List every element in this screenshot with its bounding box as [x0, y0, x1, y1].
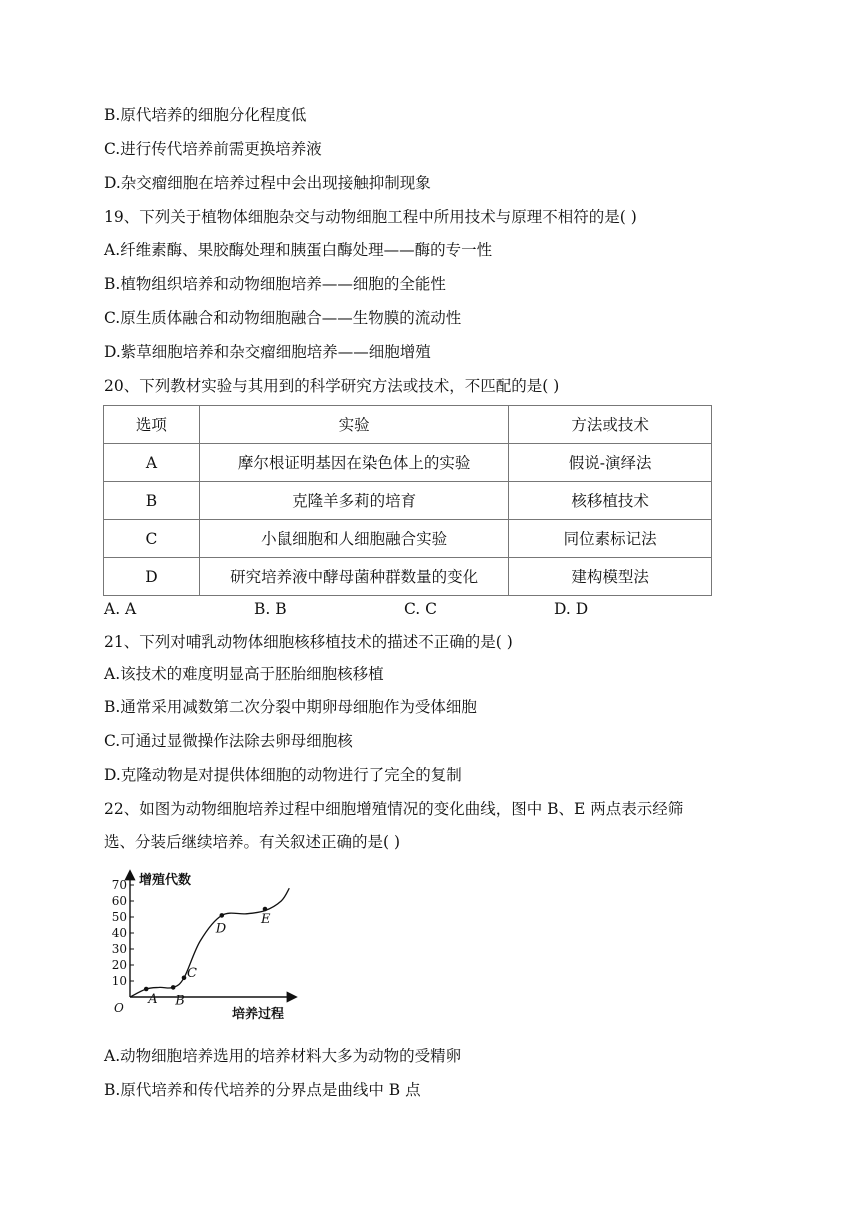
- table-cell-method: 同位素标记法: [509, 520, 712, 558]
- proliferation-curve: [130, 888, 289, 997]
- q20-answers: [104, 599, 704, 619]
- q18-option-b: B.原代培养的细胞分化程度低: [104, 106, 307, 124]
- q22-option-a: A.动物细胞培养选用的培养材料大多为动物的受精卵: [104, 1047, 462, 1065]
- table-cell-experiment: 研究培养液中酵母菌种群数量的变化: [199, 558, 508, 596]
- origin-label: O: [114, 1001, 124, 1015]
- q19-option-d: D.紫草细胞培养和杂交瘤细胞培养——细胞增殖: [104, 343, 431, 361]
- point-label-e: E: [261, 912, 271, 927]
- x-axis-label: 培养过程: [232, 1007, 285, 1022]
- q19-option-c: C.原生质体融合和动物细胞融合——生物膜的流动性: [104, 309, 462, 327]
- q21-option-a: A.该技术的难度明显高于胚胎细胞核移植: [104, 665, 384, 683]
- q20-answer-d: D. D: [554, 600, 589, 618]
- y-tick-label: 70: [111, 878, 127, 892]
- q22-stem-line1: 22、如图为动物细胞培养过程中细胞增殖情况的变化曲线，图中 B、E 两点表示经筛: [104, 800, 684, 818]
- table-cell-option: A: [104, 444, 200, 482]
- q21-option-c: C.可通过显微操作法除去卵母细胞核: [104, 732, 353, 750]
- y-tick-label: 60: [111, 894, 127, 908]
- point-e: [263, 907, 268, 912]
- table-cell-option: B: [104, 482, 200, 520]
- q21-option-d: D.克隆动物是对提供体细胞的动物进行了完全的复制: [104, 766, 462, 784]
- table-cell-experiment: 小鼠细胞和人细胞融合实验: [199, 520, 508, 558]
- point-c: [182, 976, 187, 981]
- point-a: [144, 987, 149, 992]
- q19-stem: 19、下列关于植物体细胞杂交与动物细胞工程中所用技术与原理不相符的是( ): [104, 208, 637, 226]
- y-tick-label: 30: [111, 942, 127, 956]
- point-label-b: B: [175, 993, 185, 1009]
- q19-option-a: A.纤维素酶、果胶酶处理和胰蛋白酶处理——酶的专一性: [104, 241, 493, 259]
- y-tick-label: 20: [111, 958, 127, 972]
- y-tick-label: 10: [111, 974, 127, 988]
- table-row: [104, 520, 712, 558]
- table-header-method: 方法或技术: [509, 406, 712, 444]
- cell-proliferation-chart: [100, 866, 310, 1026]
- q18-option-d: D.杂交瘤细胞在培养过程中会出现接触抑制现象: [104, 174, 431, 192]
- q18-option-c: C.进行传代培养前需更换培养液: [104, 140, 322, 158]
- table-cell-method: 假说-演绎法: [509, 444, 712, 482]
- point-label-d: D: [215, 921, 227, 937]
- q22-stem-line2: 选、分装后继续培养。有关叙述正确的是( ): [104, 833, 401, 851]
- q20-answer-c: C. C: [404, 600, 438, 618]
- table-row: [104, 444, 712, 482]
- q21-stem: 21、下列对哺乳动物体细胞核移植技术的描述不正确的是( ): [104, 633, 513, 651]
- q21-option-b: B.通常采用减数第二次分裂中期卵母细胞作为受体细胞: [104, 698, 477, 716]
- table-cell-method: 建构模型法: [509, 558, 712, 596]
- table-header-option: 选项: [104, 406, 200, 444]
- point-b: [171, 985, 176, 990]
- table-cell-experiment: 摩尔根证明基因在染色体上的实验: [199, 444, 508, 482]
- table-header-experiment: 实验: [199, 406, 508, 444]
- table-cell-option: D: [104, 558, 200, 596]
- y-tick-label: 40: [111, 926, 127, 940]
- q19-option-b: B.植物组织培养和动物细胞培养——细胞的全能性: [104, 275, 446, 293]
- table-cell-option: C: [104, 520, 200, 558]
- y-axis-label: 增殖代数: [139, 873, 192, 888]
- table-cell-experiment: 克隆羊多莉的培育: [199, 482, 508, 520]
- q20-answer-a: A. A: [104, 600, 137, 618]
- table-cell-method: 核移植技术: [509, 482, 712, 520]
- q20-table: [103, 405, 712, 596]
- point-label-a: A: [148, 992, 158, 1007]
- q20-stem: 20、下列教材实验与其用到的科学研究方法或技术，不匹配的是( ): [104, 377, 560, 395]
- point-label-c: C: [187, 965, 197, 981]
- table-row: [104, 482, 712, 520]
- table-header-row: [104, 406, 712, 444]
- y-tick-label: 50: [111, 910, 127, 924]
- q22-option-b: B.原代培养和传代培养的分界点是曲线中 B 点: [104, 1081, 421, 1099]
- q20-answer-b: B. B: [254, 600, 287, 618]
- table-row: [104, 558, 712, 596]
- point-d: [220, 913, 225, 918]
